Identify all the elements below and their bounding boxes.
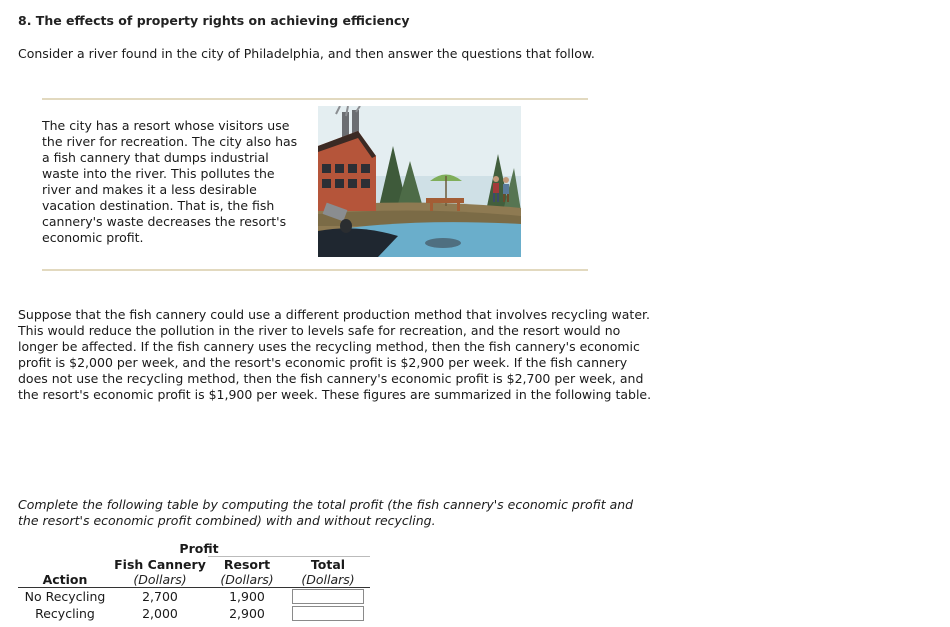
- factory-river-illustration: [318, 106, 521, 257]
- row-fish-value: 2,700: [142, 589, 178, 604]
- problem-paragraph: Suppose that the fish cannery could use a different production method that involves recycling water. This would reduce the pollution in the river to levels safe for recreation, and the resort would no longer be affected. If the fish cannery uses the recycling method, then the fish cannery's economic profit is $2,000 per week, and the resort's economic profit is $2,900 per week. If the fish cannery does not use the recycling method, then the fish cannery's economic profit is $2,700 per week, and the resort's economic profit is $1,900 per week. These figures are summarized in the following table.: [18, 307, 652, 402]
- unit-total: (Dollars): [301, 572, 355, 587]
- total-input-recycling[interactable]: [292, 606, 364, 621]
- question-title: 8. The effects of property rights on achieving efficiency: [18, 13, 410, 28]
- divider-top: [42, 98, 588, 100]
- profit-group-header: Profit: [179, 541, 219, 556]
- profit-table: [18, 541, 370, 622]
- col-header-fish-cannery: Fish Cannery: [114, 556, 206, 572]
- row-fish-value: 2,000: [142, 606, 178, 621]
- col-header-total: Total: [310, 557, 346, 572]
- row-action-label: No Recycling: [24, 589, 106, 604]
- unit-resort: (Dollars): [220, 572, 274, 587]
- col-header-action: Action: [42, 572, 88, 587]
- col-header-resort: Resort: [223, 557, 271, 572]
- row-resort-value: 2,900: [229, 606, 265, 621]
- table-row: [18, 605, 370, 622]
- scenario-text: The city has a resort whose visitors use the river for recreation. The city also has a fish cannery that dumps industrial waste into the river. This pollutes the river and makes it a less desirable vacation destination. That is, the fish cannery's waste decreases the resort's economic profit.: [42, 118, 298, 245]
- unit-fish: (Dollars): [133, 572, 187, 587]
- row-action-label: Recycling: [35, 606, 95, 621]
- row-resort-value: 1,900: [229, 589, 265, 604]
- total-input-no-recycling[interactable]: [292, 589, 364, 604]
- question-intro: Consider a river found in the city of Philadelphia, and then answer the questions that follow.: [18, 46, 595, 61]
- table-row: [18, 588, 370, 606]
- divider-bottom: [42, 269, 588, 271]
- table-instructions: Complete the following table by computing the total profit (the fish cannery's economic profit and the resort's economic profit combined) with and without recycling.: [18, 497, 634, 528]
